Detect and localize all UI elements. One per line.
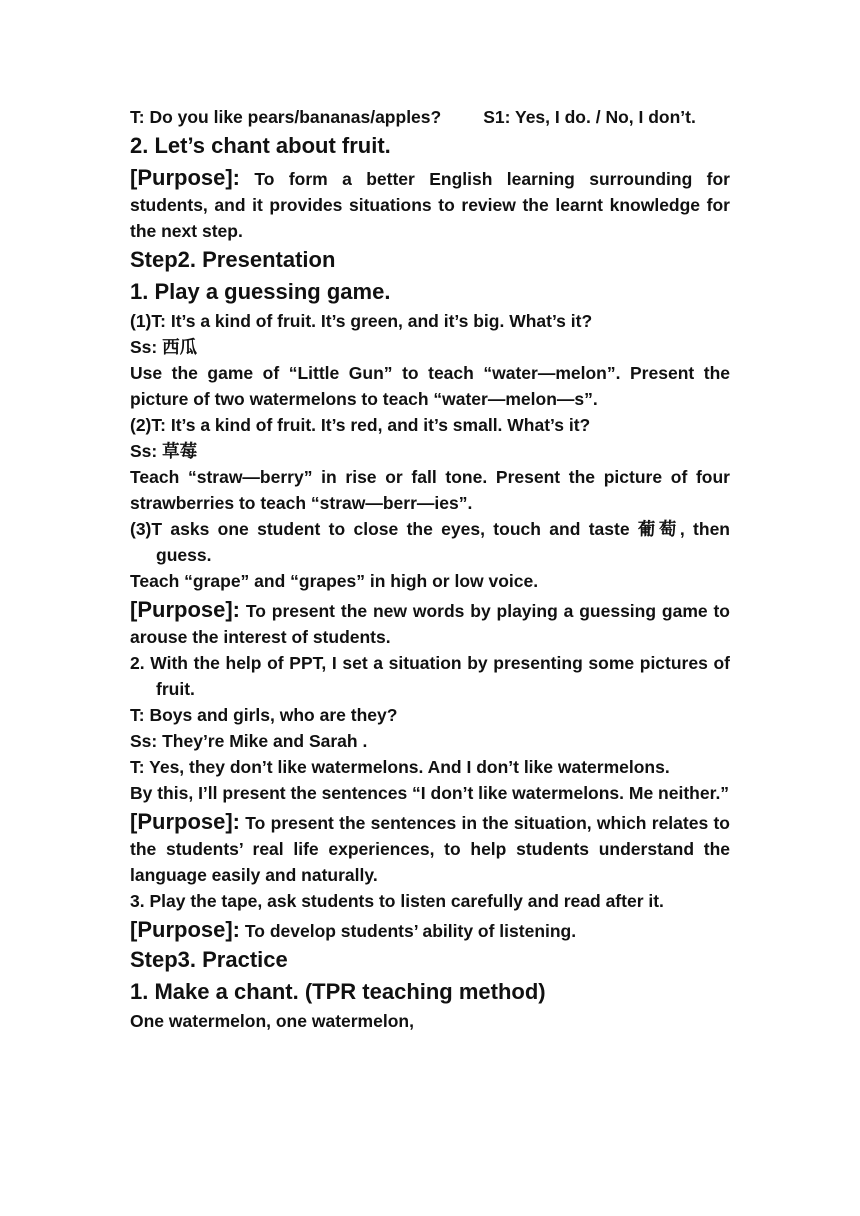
step-item-3: 3. Play the tape, ask students to listen carefully and read after it. bbox=[130, 891, 664, 911]
question-2: (2)T: It’s a kind of fruit. It’s red, and it’s small. What’s it? bbox=[130, 415, 591, 435]
dialogue-line: T: Do you like pears/bananas/apples? S1: Yes, I do. / No, I don’t. bbox=[130, 107, 696, 127]
dialogue-line: T: Boys and girls, who are they? bbox=[130, 705, 398, 725]
purpose-paragraph: [Purpose]: To form a better English learning surrounding for students, and it provides situations to review the learnt knowledge for the next step. bbox=[130, 165, 730, 241]
purpose-paragraph: [Purpose]: To present the sentences in the situation, which relates to the students’ real life experiences, to help students understand the language easily and naturally. bbox=[130, 809, 730, 885]
purpose-tag: [Purpose]: bbox=[130, 597, 240, 622]
teaching-note-1: Use the game of “Little Gun” to teach “water—melon”. Present the picture of two watermelons to teach “water—melon—s”. bbox=[130, 363, 730, 409]
dialogue-line: T: Yes, they don’t like watermelons. And I don’t like watermelons. bbox=[130, 757, 670, 777]
document-page bbox=[130, 104, 730, 1034]
dialogue-line: Ss: They’re Mike and Sarah . bbox=[130, 731, 368, 751]
step3-heading: Step3. Practice bbox=[130, 947, 288, 972]
answer-1: Ss: 西瓜 bbox=[130, 337, 198, 357]
purpose-tag: [Purpose]: bbox=[130, 165, 240, 190]
make-chant-heading: 1. Make a chant. (TPR teaching method) bbox=[130, 979, 546, 1004]
question-1: (1)T: It’s a kind of fruit. It’s green, and it’s big. What’s it? bbox=[130, 311, 593, 331]
question-3: (3)T asks one student to close the eyes, touch and taste 葡萄, then guess. bbox=[130, 519, 730, 565]
presentation-note: By this, I’ll present the sentences “I don’t like watermelons. Me neither.” bbox=[130, 783, 730, 803]
guessing-game-heading: 1. Play a guessing game. bbox=[130, 279, 391, 304]
purpose-tag: [Purpose]: bbox=[130, 917, 240, 942]
purpose-tag: [Purpose]: bbox=[130, 809, 240, 834]
teaching-note-3: Teach “grape” and “grapes” in high or low voice. bbox=[130, 571, 539, 591]
section-heading-chant: 2. Let’s chant about fruit. bbox=[130, 133, 391, 158]
purpose-paragraph: [Purpose]: To develop students’ ability of listening. bbox=[130, 917, 577, 942]
answer-2: Ss: 草莓 bbox=[130, 441, 198, 461]
step-item-2: 2. With the help of PPT, I set a situation by presenting some pictures of fruit. bbox=[130, 653, 730, 699]
purpose-paragraph: [Purpose]: To present the new words by playing a guessing game to arouse the interest of students. bbox=[130, 597, 730, 647]
chant-line: One watermelon, one watermelon, bbox=[130, 1011, 414, 1031]
teaching-note-2: Teach “straw—berry” in rise or fall tone. Present the picture of four strawberries to teach “straw—berr—ies”. bbox=[130, 467, 730, 513]
step2-heading: Step2. Presentation bbox=[130, 247, 336, 272]
